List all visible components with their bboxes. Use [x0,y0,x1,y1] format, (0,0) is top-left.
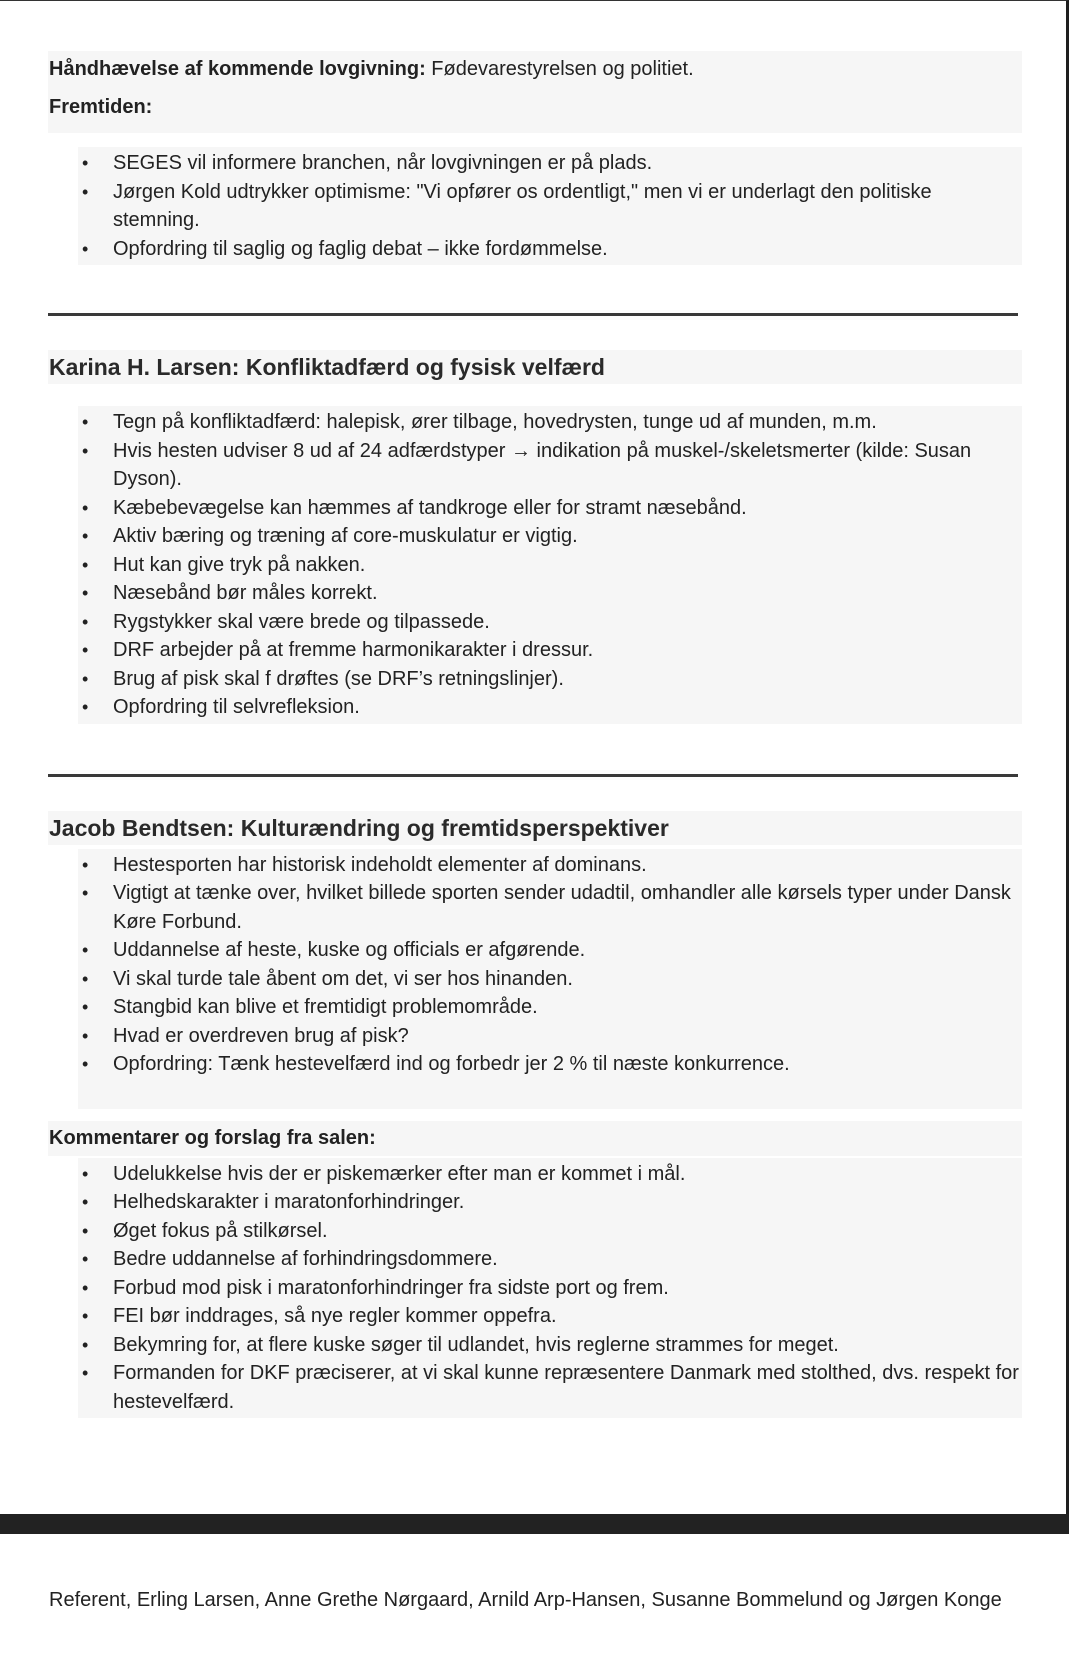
bullet-icon: • [82,968,89,989]
document-content [48,51,1022,1418]
list-item-text: Opfordring til selvrefleksion. [113,696,360,718]
bullet-icon: • [82,412,89,432]
enforcement-label: Håndhævelse af kommende lovgivning: [49,58,426,80]
bullet-icon: • [82,1025,89,1046]
list-item-text: Formanden for DKF præciserer, at vi skal kunne repræsentere Danmark med stolthed, dvs. respekt for hestevelfærd. [113,1362,1019,1413]
bullet-icon: • [82,997,89,1017]
list-item [82,693,1022,722]
list-item-text: Øget fokus på stilkørsel. [113,1219,328,1242]
list-item [82,522,1022,551]
bullet-icon: • [82,1192,89,1212]
list-item-text: Brug af pisk skal f drøftes (se DRF’s retningslinjer). [113,667,564,690]
list-item [82,1245,1022,1274]
bullet-icon: • [82,697,89,717]
list-item [82,178,1022,235]
bullet-icon: • [82,668,89,689]
bullet-icon: • [82,1163,89,1184]
enforcement-paragraph [48,51,1022,87]
comments-list [78,1158,1022,1419]
bullet-icon: • [82,153,89,173]
bullet-icon: • [82,526,89,546]
bullet-icon: • [82,1054,89,1074]
list-item [82,665,1022,694]
list-item-text: Bedre uddannelse af forhindringsdommere. [113,1248,498,1270]
bullet-icon: • [82,940,89,960]
list-item-text: SEGES vil informere branchen, når lovgivningen er på plads. [113,152,653,174]
list-item-text: Opfordring: Tænk hestevelfærd ind og forbedr jer 2 % til næste konkurrence. [113,1053,790,1075]
comments-heading: Kommentarer og forslag fra salen: [48,1121,1022,1156]
list-item-text: Tegn på konfliktadfærd: halepisk, ører tilbage, hovedrysten, tunge ud af munden, m.m. [113,411,877,433]
bullet-icon: • [82,554,89,575]
list-item-text: DRF arbejder på at fremme harmonikarakter i dressur. [113,639,594,661]
list-item-text: Hut kan give tryk på nakken. [113,553,366,576]
list-item-text: Hvis hesten udviser 8 ud af 24 adfærdstyper → indikation på muskel-/skeletsmerter (kilde: Susan Dyson). [113,439,972,490]
bullet-icon: • [82,883,89,903]
list-item-text: FEI bør inddrages, så nye regler kommer oppefra. [113,1305,557,1327]
list-item [82,636,1022,665]
list-item-text: Bekymring for, at flere kuske søger til udlandet, hvis reglerne strammes for meget. [113,1333,839,1356]
bullet-icon: • [82,1334,89,1355]
list-item [82,494,1022,523]
list-item [82,993,1022,1022]
list-item [82,1022,1022,1051]
list-item-text: Vigtigt at tænke over, hvilket billede sporten sender udadtil, omhandler alle kørsels typer under Dansk Køre Forbund. [113,882,1011,933]
list-item [82,879,1022,936]
list-item [82,149,1022,178]
bullet-icon: • [82,1249,89,1269]
list-item-text: Udelukkelse hvis der er piskemærker efter man er kommet i mål. [113,1162,686,1185]
list-item-text: Kæbebevægelse kan hæmmes af tandkroge eller for stramt næsebånd. [113,496,747,519]
future-label: Fremtiden: [49,96,153,118]
list-item-text: Opfordring til saglig og faglig debat – ikke fordømmelse. [113,237,608,260]
list-item-text: Stangbid kan blive et fremtidigt problemområde. [113,996,538,1018]
karina-list [78,406,1022,724]
bullet-icon: • [82,640,89,660]
bullet-icon: • [82,181,89,202]
bullet-icon: • [82,1220,89,1241]
list-item [82,408,1022,437]
list-item [82,851,1022,880]
list-item-text: Uddannelse af heste, kuske og officials er afgørende. [113,939,586,961]
list-item-text: Hvad er overdreven brug af pisk? [113,1024,409,1047]
list-item [82,1359,1022,1416]
footer-signatories: Referent, Erling Larsen, Anne Grethe Nørgaard, Arnild Arp-Hansen, Susanne Bommelund og Jørgen Konge [49,1589,1002,1611]
jacob-list [78,849,1022,1109]
enforcement-text: Fødevarestyrelsen og politiet. [425,58,694,80]
bullet-icon: • [82,583,89,603]
bullet-icon: • [82,1363,89,1383]
karina-heading: Karina H. Larsen: Konfliktadfærd og fysisk velfærd [48,350,1022,384]
list-item [82,1302,1022,1331]
list-item [82,608,1022,637]
list-item [82,579,1022,608]
bullet-icon: • [82,1277,89,1298]
list-item [82,1050,1022,1079]
list-item [82,235,1022,264]
list-item [82,1274,1022,1303]
bullet-icon: • [82,611,89,632]
bullet-icon: • [82,238,89,259]
list-item [82,1331,1022,1360]
list-item-text: Vi skal turde tale åbent om det, vi ser hos hinanden. [113,967,573,990]
list-item-text: Rygstykker skal være brede og tilpassede. [113,610,490,633]
list-item-text: Jørgen Kold udtrykker optimisme: "Vi opfører os ordentligt," men vi er underlagt den politiske stemning. [113,180,932,231]
bullet-icon: • [82,1306,89,1326]
list-item [82,551,1022,580]
list-item [82,1188,1022,1217]
list-item [82,437,1022,494]
list-item-text: Hestesporten har historisk indeholdt elementer af dominans. [113,853,647,876]
footer-bar [0,1514,1069,1534]
bullet-icon: • [82,854,89,875]
bullet-icon: • [82,440,89,461]
future-list [78,147,1022,265]
list-item-text: Aktiv bæring og træning af core-muskulatur er vigtig. [113,525,578,547]
list-item [82,936,1022,965]
list-item-text: Næsebånd bør måles korrekt. [113,582,378,604]
list-item-text: Forbud mod pisk i maratonforhindringer fra sidste port og frem. [113,1276,669,1299]
list-item-text: Helhedskarakter i maratonforhindringer. [113,1191,465,1213]
list-item [82,1160,1022,1189]
list-item [82,965,1022,994]
enforcement-block [48,51,1022,133]
jacob-heading: Jacob Bendtsen: Kulturændring og fremtidsperspektiver [48,811,1022,845]
list-item [82,1217,1022,1246]
bullet-icon: • [82,497,89,518]
